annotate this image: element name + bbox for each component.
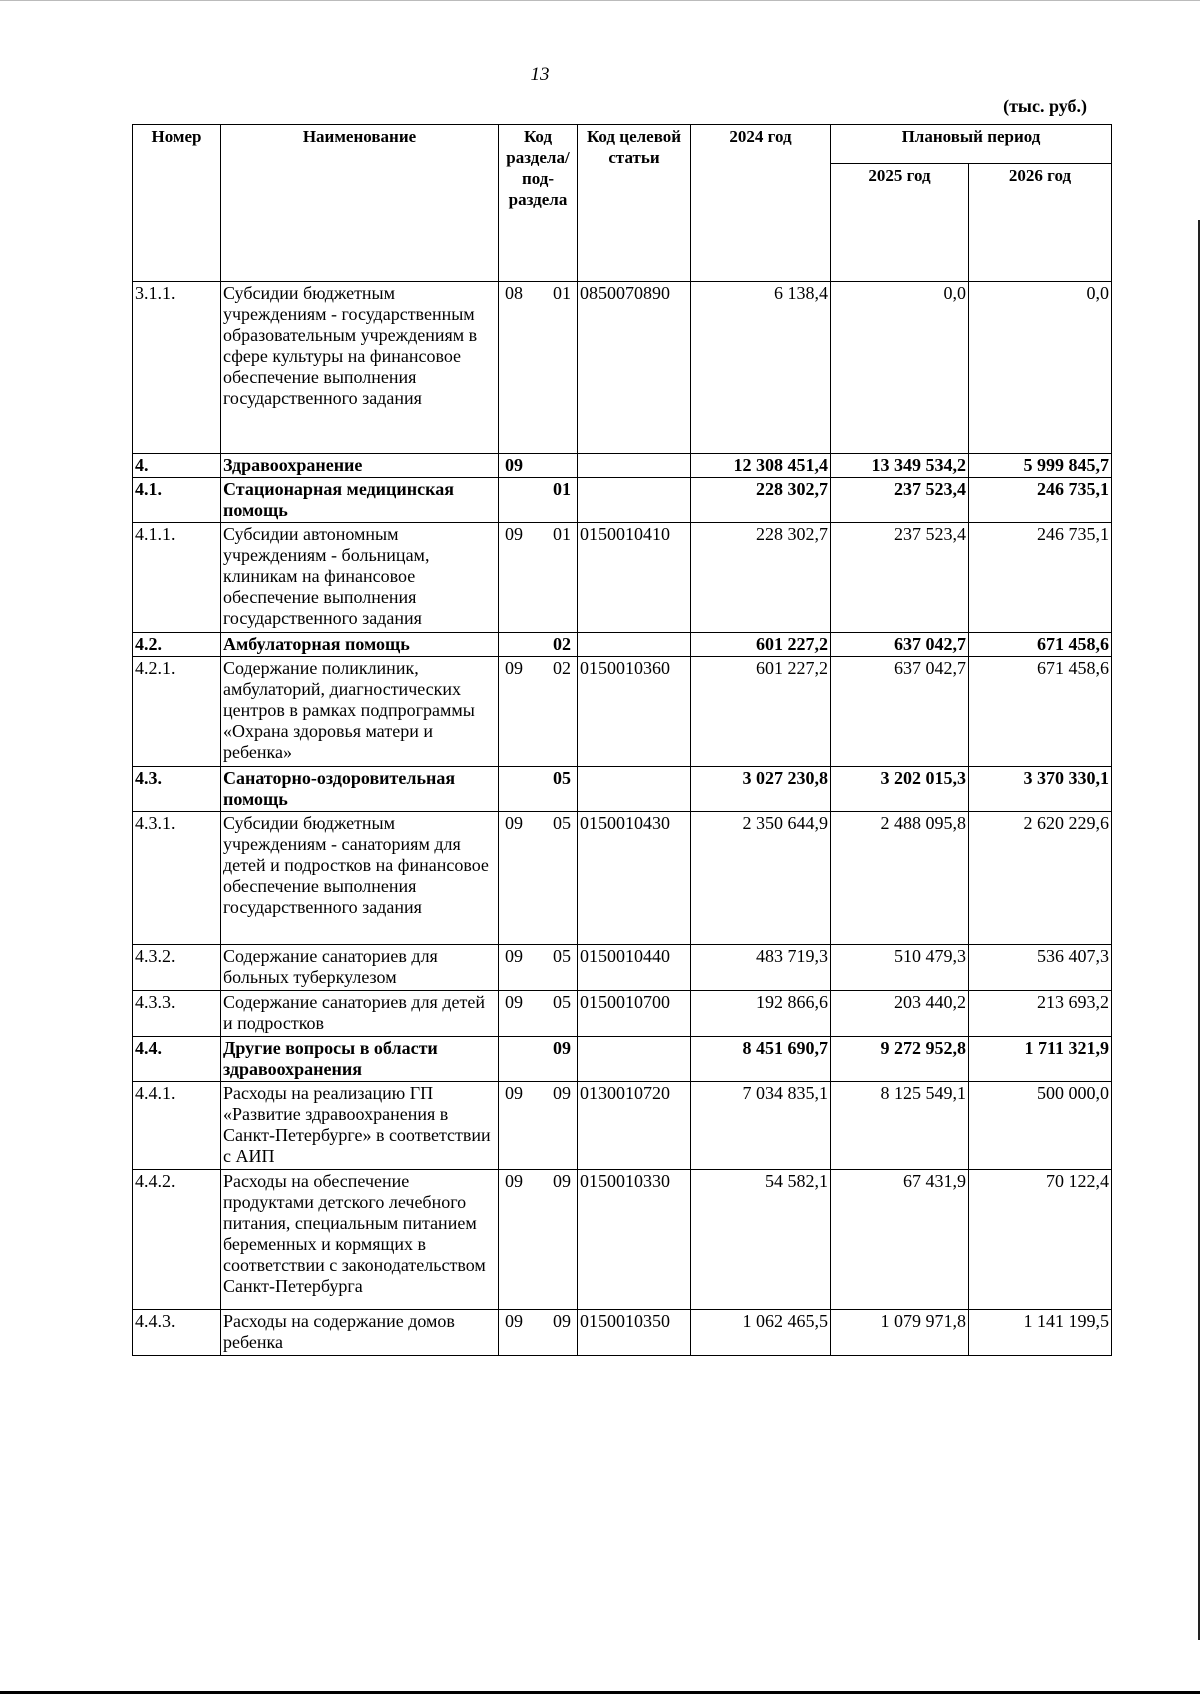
row-name: Стационарная медицинская помощь xyxy=(221,478,499,523)
row-name: Содержание поликлиник, амбулаторий, диагностических центров в рамках подпрограммы «Охрана здоровья матери и ребенка» xyxy=(221,657,499,767)
section-code: 09 xyxy=(505,1311,523,1331)
row-section-code xyxy=(499,657,578,767)
row-value-2024: 12 308 451,4 xyxy=(691,454,831,478)
row-target-code xyxy=(578,478,691,523)
subsection-code: 05 xyxy=(553,813,571,833)
row-value-2025: 637 042,7 xyxy=(831,657,969,767)
section-code: 09 xyxy=(505,946,523,966)
row-target-code xyxy=(578,454,691,478)
row-number: 4.2.1. xyxy=(133,657,221,767)
row-value-2026: 70 122,4 xyxy=(969,1170,1112,1310)
row-target-code: 0150010440 xyxy=(578,945,691,991)
table-row xyxy=(133,991,1112,1037)
row-value-2026: 2 620 229,6 xyxy=(969,812,1112,945)
header-2026: 2026 год xyxy=(969,164,1112,282)
row-number: 4.3.1. xyxy=(133,812,221,945)
row-section-code xyxy=(499,633,578,657)
row-value-2026: 0,0 xyxy=(969,282,1112,454)
row-value-2025: 203 440,2 xyxy=(831,991,969,1037)
row-value-2025: 9 272 952,8 xyxy=(831,1037,969,1082)
header-target-code: Код целевой статьи xyxy=(578,125,691,282)
row-name: Содержание санаториев для детей и подростков xyxy=(221,991,499,1037)
subsection-code: 09 xyxy=(553,1038,571,1058)
section-code: 09 xyxy=(505,1171,523,1191)
row-value-2025: 237 523,4 xyxy=(831,478,969,523)
table-row xyxy=(133,767,1112,812)
row-name: Санаторно-оздоровительная помощь xyxy=(221,767,499,812)
row-section-code xyxy=(499,523,578,633)
row-name: Субсидии бюджетным учреждениям - государственным образовательным учреждениям в сфере культуры на финансовое обеспечение выполнения государственного задания xyxy=(221,282,499,454)
table-row xyxy=(133,523,1112,633)
subsection-code: 09 xyxy=(553,1083,571,1103)
header-number: Номер xyxy=(133,125,221,282)
row-target-code: 0150010330 xyxy=(578,1170,691,1310)
row-name: Субсидии бюджетным учреждениям - санаториям для детей и подростков на финансовое обеспечение выполнения государственного задания xyxy=(221,812,499,945)
row-value-2024: 6 138,4 xyxy=(691,282,831,454)
header-name: Наименование xyxy=(221,125,499,282)
row-name: Содержание санаториев для больных туберкулезом xyxy=(221,945,499,991)
row-section-code xyxy=(499,1082,578,1170)
row-value-2025: 67 431,9 xyxy=(831,1170,969,1310)
row-number: 4.1.1. xyxy=(133,523,221,633)
header-2024: 2024 год xyxy=(691,125,831,282)
row-value-2025: 3 202 015,3 xyxy=(831,767,969,812)
page-top-edge xyxy=(0,0,1200,1)
subsection-code: 02 xyxy=(553,634,571,654)
row-section-code xyxy=(499,767,578,812)
row-value-2024: 228 302,7 xyxy=(691,523,831,633)
row-value-2026: 5 999 845,7 xyxy=(969,454,1112,478)
page-number: 13 xyxy=(530,64,550,85)
row-value-2025: 510 479,3 xyxy=(831,945,969,991)
row-number: 4.4.3. xyxy=(133,1310,221,1356)
row-value-2024: 8 451 690,7 xyxy=(691,1037,831,1082)
row-target-code: 0850070890 xyxy=(578,282,691,454)
row-number: 4.3. xyxy=(133,767,221,812)
row-value-2026: 3 370 330,1 xyxy=(969,767,1112,812)
row-section-code xyxy=(499,1170,578,1310)
row-value-2025: 13 349 534,2 xyxy=(831,454,969,478)
row-value-2026: 1 711 321,9 xyxy=(969,1037,1112,1082)
table-row xyxy=(133,1310,1112,1356)
row-number: 4.2. xyxy=(133,633,221,657)
row-value-2025: 1 079 971,8 xyxy=(831,1310,969,1356)
section-code: 09 xyxy=(505,1083,523,1103)
section-code: 09 xyxy=(505,992,523,1012)
row-number: 4.4.2. xyxy=(133,1170,221,1310)
row-target-code: 0150010700 xyxy=(578,991,691,1037)
section-code: 09 xyxy=(505,658,523,678)
row-section-code xyxy=(499,1037,578,1082)
row-value-2024: 601 227,2 xyxy=(691,633,831,657)
units-label: (тыс. руб.) xyxy=(1003,96,1087,116)
row-value-2024: 1 062 465,5 xyxy=(691,1310,831,1356)
row-number: 4.4. xyxy=(133,1037,221,1082)
row-target-code xyxy=(578,767,691,812)
subsection-code: 09 xyxy=(553,1311,571,1331)
table-row xyxy=(133,282,1112,454)
row-section-code xyxy=(499,282,578,454)
table-row xyxy=(133,454,1112,478)
row-value-2025: 8 125 549,1 xyxy=(831,1082,969,1170)
row-name: Амбулаторная помощь xyxy=(221,633,499,657)
row-section-code xyxy=(499,1310,578,1356)
table-row xyxy=(133,1170,1112,1310)
row-name: Расходы на реализацию ГП «Развитие здравоохранения в Санкт-Петербурге» в соответствии с АИП xyxy=(221,1082,499,1170)
row-section-code xyxy=(499,991,578,1037)
row-number: 4.3.3. xyxy=(133,991,221,1037)
table-header xyxy=(133,125,1112,282)
row-name: Другие вопросы в области здравоохранения xyxy=(221,1037,499,1082)
row-value-2024: 228 302,7 xyxy=(691,478,831,523)
row-number: 3.1.1. xyxy=(133,282,221,454)
subsection-code: 05 xyxy=(553,768,571,788)
row-name: Здравоохранение xyxy=(221,454,499,478)
table-row xyxy=(133,657,1112,767)
table-body xyxy=(133,282,1112,1356)
subsection-code: 01 xyxy=(553,479,571,499)
row-value-2024: 192 866,6 xyxy=(691,991,831,1037)
row-name: Субсидии автономным учреждениям - больницам, клиникам на финансовое обеспечение выполнения государственного задания xyxy=(221,523,499,633)
row-section-code xyxy=(499,454,578,478)
row-value-2026: 246 735,1 xyxy=(969,523,1112,633)
row-value-2026: 1 141 199,5 xyxy=(969,1310,1112,1356)
row-value-2024: 483 719,3 xyxy=(691,945,831,991)
section-code: 08 xyxy=(505,283,523,303)
row-value-2025: 637 042,7 xyxy=(831,633,969,657)
row-value-2024: 3 027 230,8 xyxy=(691,767,831,812)
row-value-2024: 601 227,2 xyxy=(691,657,831,767)
row-value-2025: 237 523,4 xyxy=(831,523,969,633)
section-code: 09 xyxy=(505,813,523,833)
row-value-2026: 500 000,0 xyxy=(969,1082,1112,1170)
table-row xyxy=(133,1082,1112,1170)
row-name: Расходы на обеспечение продуктами детского лечебного питания, специальным питанием беременных и кормящих в соответствии с законодательством Санкт-Петербурга xyxy=(221,1170,499,1310)
table-row xyxy=(133,945,1112,991)
row-target-code: 0150010410 xyxy=(578,523,691,633)
row-target-code xyxy=(578,633,691,657)
row-value-2024: 54 582,1 xyxy=(691,1170,831,1310)
header-section-code: Код раздела/ под- раздела xyxy=(499,125,578,282)
row-value-2024: 7 034 835,1 xyxy=(691,1082,831,1170)
row-number: 4. xyxy=(133,454,221,478)
row-name: Расходы на содержание домов ребенка xyxy=(221,1310,499,1356)
row-section-code xyxy=(499,945,578,991)
row-target-code: 0150010360 xyxy=(578,657,691,767)
subsection-code: 02 xyxy=(553,658,571,678)
section-code: 09 xyxy=(505,524,523,544)
row-number: 4.3.2. xyxy=(133,945,221,991)
budget-table xyxy=(132,124,1112,1356)
table-row xyxy=(133,812,1112,945)
subsection-code: 05 xyxy=(553,992,571,1012)
subsection-code: 01 xyxy=(553,524,571,544)
row-value-2026: 536 407,3 xyxy=(969,945,1112,991)
row-target-code: 0150010350 xyxy=(578,1310,691,1356)
row-target-code: 0130010720 xyxy=(578,1082,691,1170)
row-target-code: 0150010430 xyxy=(578,812,691,945)
row-value-2025: 2 488 095,8 xyxy=(831,812,969,945)
row-value-2026: 671 458,6 xyxy=(969,633,1112,657)
row-section-code xyxy=(499,812,578,945)
row-value-2026: 213 693,2 xyxy=(969,991,1112,1037)
header-planned-period: Плановый период xyxy=(831,125,1112,164)
table-row xyxy=(133,1037,1112,1082)
row-value-2026: 671 458,6 xyxy=(969,657,1112,767)
row-value-2024: 2 350 644,9 xyxy=(691,812,831,945)
header-2025: 2025 год xyxy=(831,164,969,282)
table-row xyxy=(133,478,1112,523)
section-code: 09 xyxy=(505,455,523,475)
row-value-2026: 246 735,1 xyxy=(969,478,1112,523)
table-row xyxy=(133,633,1112,657)
row-value-2025: 0,0 xyxy=(831,282,969,454)
row-number: 4.1. xyxy=(133,478,221,523)
subsection-code: 05 xyxy=(553,946,571,966)
row-number: 4.4.1. xyxy=(133,1082,221,1170)
subsection-code: 01 xyxy=(553,283,571,303)
row-section-code xyxy=(499,478,578,523)
subsection-code: 09 xyxy=(553,1171,571,1191)
row-target-code xyxy=(578,1037,691,1082)
